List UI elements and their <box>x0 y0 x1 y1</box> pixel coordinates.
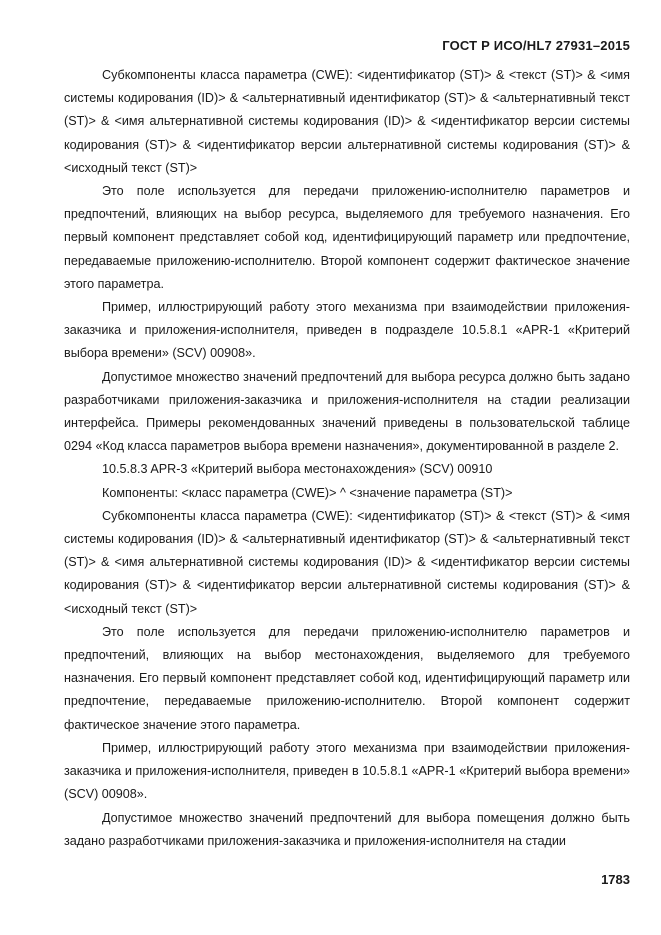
paragraph-field-description-2: Это поле используется для передачи приложению-исполнителю параметров и предпочтений, влияющих на выбор местонахождения, выделяемого для требуемого назначения. Его первый компонент представляет собой код, идентифицирующий параметр или предпочтение, передаваемые приложению-исполнителю. Второй компонент содержит фактическое значение этого параметра. <box>64 624 630 732</box>
document-header-title: ГОСТ Р ИСО/HL7 27931–2015 <box>442 38 630 53</box>
paragraph-example-1: Пример, иллюстрирующий работу этого механизма при взаимодействии приложения-заказчика и приложения-исполнителя, приведен в подразделе 10.5.8.1 «APR-1 «Критерий выбора времени» (SCV) 00908». <box>64 300 630 361</box>
paragraph-allowed-values-1: Допустимое множество значений предпочтений для выбора ресурса должно быть задано разработчиками приложения-заказчика и приложения-исполнителя на стадии реализации интерфейса. Примеры рекомендованных значений приведены в пользовательской таблице 0294 «Код класса параметров выбора времени назначения», документированной в разделе 2. <box>64 369 630 454</box>
paragraph-components: Компоненты: <класс параметра (CWE)> ^ <значение параметра (ST)> <box>102 485 513 500</box>
page-number: 1783 <box>601 872 630 887</box>
paragraph-subcomponents-2: Субкомпоненты класса параметра (CWE): <идентификатор (ST)> & <текст (ST)> & <имя системы кодирования (ID)> & <альтернативный идентификатор (ST)> & <альтернативный текст (ST)> & <имя альтернативной системы кодирования (ID)> & <идентификатор версии системы кодирования (ST)> & <идентификатор версии альтернативной системы кодирования (ST)> & <исходный текст (ST)> <box>64 508 630 616</box>
page-body <box>64 64 630 853</box>
paragraph-allowed-values-2: Допустимое множество значений предпочтений для выбора помещения должно быть задано разработчиками приложения-заказчика и приложения-исполнителя на стадии <box>64 810 630 848</box>
paragraph-example-2: Пример, иллюстрирующий работу этого механизма при взаимодействии приложения-заказчика и приложения-исполнителя, приведен в 10.5.8.1 «APR-1 «Критерий выбора времени» (SCV) 00908». <box>64 740 630 802</box>
paragraph-subcomponents-1: Субкомпоненты класса параметра (CWE): <идентификатор (ST)> & <текст (ST)> & <имя системы кодирования (ID)> & <альтернативный идентификатор (ST)> & <альтернативный текст (ST)> & <имя альтернативной системы кодирования (ID)> & <идентификатор версии системы кодирования (ST)> & <идентификатор версии альтернативной системы кодирования (ST)> & <исходный текст (ST)> <box>64 68 630 175</box>
paragraph-field-description-1: Это поле используется для передачи приложению-исполнителю параметров и предпочтений, влияющих на выбор ресурса, выделяемого для требуемого назначения. Его первый компонент представляет собой код, идентифицирующий параметр или предпочтение, передаваемые приложению-исполнителю. Второй компонент содержит фактическое значение этого параметра. <box>64 184 630 291</box>
section-heading-apr-3: 10.5.8.3 APR-3 «Критерий выбора местонахождения» (SCV) 00910 <box>102 462 493 477</box>
